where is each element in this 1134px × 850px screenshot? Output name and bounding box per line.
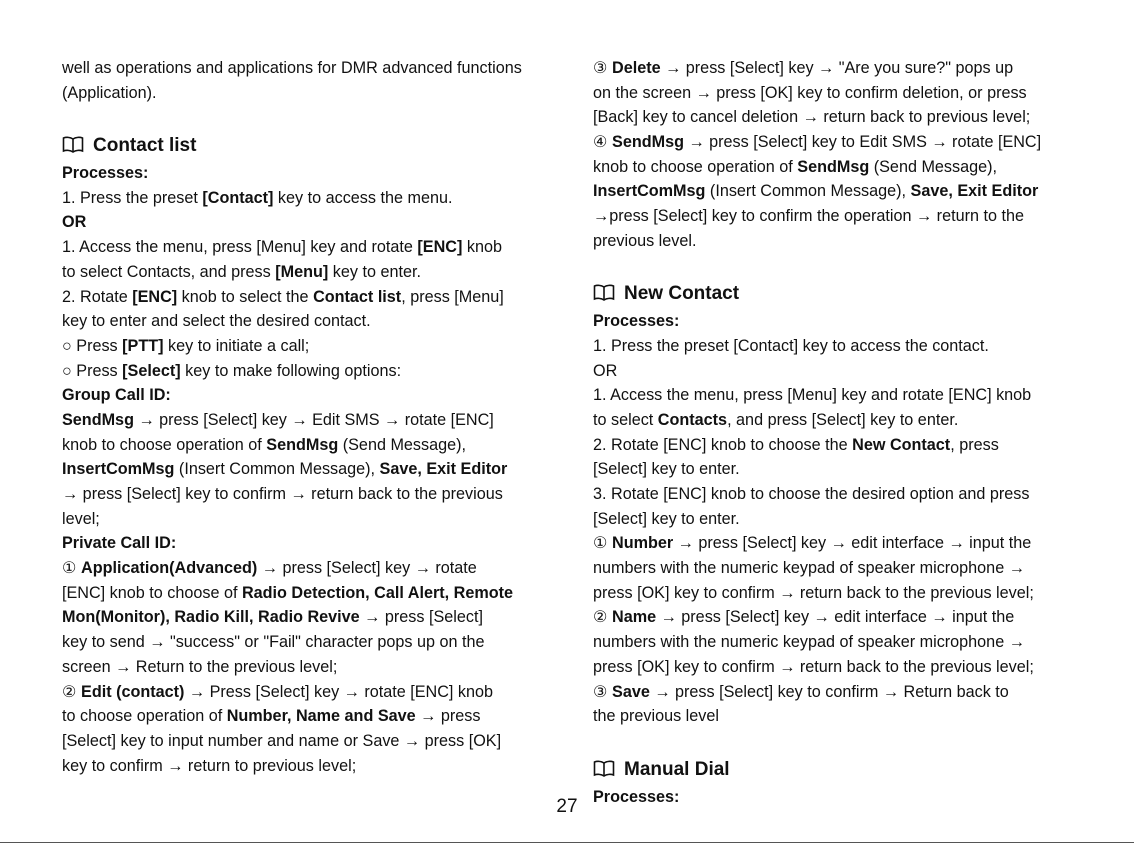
text-line — [62, 605, 544, 630]
text-run: → press [Select] key to confirm → return back to the previous — [62, 485, 503, 503]
text-run: key to make following options: — [180, 361, 402, 380]
text-line — [593, 482, 1074, 507]
text-run: ③ — [593, 59, 613, 77]
bold-text: SendMsg — [612, 133, 684, 152]
text-run: key to confirm → return to previous level; — [62, 756, 357, 775]
text-run: key to enter. — [328, 262, 421, 281]
bold-text: Application(Advanced) — [81, 559, 258, 578]
bold-text: SendMsg — [797, 157, 870, 176]
section-heading — [593, 755, 1074, 785]
bold-text: Save, Exit Editor — [379, 460, 508, 479]
text-run: ① — [593, 534, 613, 553]
bold-text: [Select] — [122, 361, 181, 380]
text-run: 1. Access the menu, press [Menu] key and rotate — [62, 238, 418, 257]
bold-text: [ENC] — [417, 238, 463, 257]
bold-text: [PTT] — [122, 336, 164, 355]
text-run: knob to choose operation of — [593, 157, 798, 176]
bold-text: Name — [612, 608, 657, 627]
bold-text: InsertComMsg — [593, 182, 706, 201]
text-run: key to send → "success" or "Fail" character pops up on the — [62, 633, 485, 652]
text-run: ○ Press — [62, 361, 123, 380]
bold-text: Number — [612, 534, 674, 553]
text-run: level; — [62, 509, 100, 528]
text-run: → press — [415, 707, 481, 726]
text-run: ① — [62, 559, 82, 578]
text-run: knob to select the — [177, 287, 314, 306]
text-run: ○ Press — [62, 336, 123, 355]
text-line — [593, 359, 1074, 384]
text-line — [62, 56, 544, 81]
text-line — [593, 457, 1074, 482]
text-line — [62, 260, 544, 285]
text-run: → press [Select] key → rotate — [257, 559, 477, 578]
bold-text: Private Call ID: — [62, 534, 177, 553]
text-run: [Select] key to input number and name or Save → press [OK] — [62, 731, 502, 750]
text-run: 1. Press the preset — [62, 188, 203, 207]
text-line — [593, 155, 1074, 180]
page-number: 27 — [556, 796, 578, 817]
text-run: [Back] key to cancel deletion → return back to previous level; — [593, 108, 1031, 127]
text-line — [593, 179, 1074, 204]
paragraph-gap — [62, 105, 544, 130]
bold-text: SendMsg — [62, 410, 134, 429]
bold-text: Save, Exit Editor — [910, 182, 1039, 201]
text-line — [593, 605, 1074, 630]
bold-text: [Menu] — [275, 262, 329, 281]
section-heading-text: Manual Dial — [624, 758, 730, 780]
text-line — [62, 186, 544, 211]
bold-text: Processes: — [593, 312, 680, 331]
text-run: → press [Select] key → Edit SMS → rotate [ENC] — [133, 410, 494, 429]
bold-text: New Contact — [852, 435, 951, 454]
bold-text: Number, Name and Save — [226, 707, 416, 726]
text-run: [Select] key to enter. — [593, 460, 740, 479]
text-line — [593, 507, 1074, 532]
text-run: [ENC] knob to choose of — [62, 583, 242, 602]
text-run: press [OK] key to confirm → return back to the previous level; — [593, 657, 1034, 676]
text-run: , and press [Select] key to enter. — [727, 410, 959, 429]
bold-text: Processes: — [62, 164, 149, 183]
text-run: knob to choose operation of — [62, 435, 267, 454]
text-run: to choose operation of — [62, 707, 227, 726]
text-line — [593, 309, 1074, 334]
text-run: → press [Select] — [359, 608, 483, 627]
text-line — [62, 383, 544, 408]
text-line — [62, 556, 544, 581]
bold-text: Radio Detection, Call Alert, Remote — [241, 583, 514, 602]
bold-text: Delete — [612, 59, 661, 77]
bold-text: Save — [612, 682, 650, 701]
bottom-rule — [0, 842, 1134, 843]
text-line — [62, 210, 544, 235]
bold-text: Contacts — [657, 410, 728, 429]
book-icon — [62, 134, 84, 164]
text-line — [62, 729, 544, 754]
text-run: → press [Select] key → "Are you sure?" pops up — [660, 59, 1014, 77]
text-run: numbers with the numeric keypad of speaker microphone → — [593, 633, 1025, 652]
text-run: → press [Select] key to Edit SMS → rotate [ENC] — [683, 133, 1042, 152]
section-heading — [593, 279, 1074, 309]
text-run: OR — [593, 361, 618, 380]
text-run: 1. Press the preset [Contact] key to access the contact. — [593, 336, 989, 355]
bold-text: [ENC] — [132, 287, 178, 306]
text-run: 3. Rotate [ENC] knob to choose the desired option and press — [593, 485, 1030, 503]
bold-text: Processes: — [593, 787, 680, 806]
text-run: →press [Select] key to confirm the operation → return to the — [593, 207, 1024, 226]
text-run: (Insert Common Message), — [705, 182, 911, 201]
text-run: (Send Message), — [869, 157, 998, 176]
text-run: (Insert Common Message), — [174, 460, 380, 479]
text-run: → press [Select] key → edit interface → input the — [656, 608, 1015, 627]
text-run: the previous level — [593, 707, 719, 726]
text-run: ④ — [593, 133, 613, 152]
text-run: numbers with the numeric keypad of speaker microphone → — [593, 559, 1025, 578]
text-run: ③ — [593, 682, 613, 701]
right-column — [593, 56, 1074, 809]
text-run: to select — [593, 410, 658, 429]
text-line — [62, 581, 544, 606]
text-run: , press — [950, 435, 999, 454]
bold-text: Edit (contact) — [81, 682, 185, 701]
text-line — [62, 482, 544, 507]
text-line — [593, 105, 1074, 130]
text-line — [593, 704, 1074, 729]
text-run: screen → Return to the previous level; — [62, 657, 338, 676]
text-run: ② — [593, 608, 613, 627]
text-line — [62, 408, 544, 433]
text-line — [593, 204, 1074, 229]
text-line — [593, 383, 1074, 408]
bold-text: InsertComMsg — [62, 460, 175, 479]
text-line — [62, 81, 544, 106]
bold-text: Mon(Monitor), Radio Kill, Radio Revive — [62, 608, 360, 627]
text-run: well as operations and applications for DMR advanced functions — [62, 59, 522, 77]
bold-text: Contact list — [313, 287, 402, 306]
text-line — [593, 130, 1074, 155]
text-run: previous level. — [593, 231, 697, 250]
text-line — [593, 334, 1074, 359]
text-line — [62, 433, 544, 458]
text-run: key to enter and select the desired contact. — [62, 312, 371, 331]
text-line — [593, 56, 1074, 81]
text-run: key to access the menu. — [273, 188, 453, 207]
text-run: 2. Rotate — [62, 287, 133, 306]
text-line — [593, 655, 1074, 680]
text-run: (Application). — [62, 83, 157, 102]
bold-text: OR — [62, 213, 87, 232]
text-line — [62, 457, 544, 482]
text-line — [593, 531, 1074, 556]
paragraph-gap — [593, 254, 1074, 279]
book-icon — [593, 282, 615, 312]
text-run: , press [Menu] — [401, 287, 504, 306]
text-line — [593, 680, 1074, 705]
bold-text: SendMsg — [266, 435, 339, 454]
text-line — [62, 235, 544, 260]
bold-text: [Contact] — [202, 188, 274, 207]
text-line — [593, 81, 1074, 106]
text-line — [62, 359, 544, 384]
text-line — [62, 285, 544, 310]
text-run: (Send Message), — [338, 435, 467, 454]
text-run: 1. Access the menu, press [Menu] key and rotate [ENC] knob — [593, 386, 1032, 405]
text-line — [62, 704, 544, 729]
text-run: → press [Select] key to confirm → Return back to — [649, 682, 1009, 701]
text-line — [593, 433, 1074, 458]
text-run: to select Contacts, and press — [62, 262, 276, 281]
text-run: 2. Rotate [ENC] knob to choose the — [593, 435, 853, 454]
text-line — [62, 754, 544, 779]
paragraph-gap — [593, 729, 1074, 754]
text-line — [62, 507, 544, 532]
text-line — [593, 581, 1074, 606]
section-heading-text: Contact list — [93, 135, 197, 157]
text-line — [62, 630, 544, 655]
left-column — [62, 56, 544, 778]
text-line — [62, 655, 544, 680]
text-run: [Select] key to enter. — [593, 509, 740, 528]
text-run: press [OK] key to confirm → return back to the previous level; — [593, 583, 1034, 602]
text-line — [593, 229, 1074, 254]
bold-text: Group Call ID: — [62, 386, 171, 405]
book-icon — [593, 758, 615, 788]
text-run: ② — [62, 682, 82, 701]
text-line — [62, 309, 544, 334]
text-run: → press [Select] key → edit interface → input the — [673, 534, 1032, 553]
text-line — [593, 630, 1074, 655]
text-line — [62, 531, 544, 556]
text-run: key to initiate a call; — [163, 336, 310, 355]
section-heading — [62, 131, 544, 161]
section-heading-text: New Contact — [624, 283, 740, 305]
text-line — [62, 161, 544, 186]
text-run: on the screen → press [OK] key to confirm deletion, or press — [593, 83, 1027, 102]
text-line — [62, 680, 544, 705]
text-line — [593, 556, 1074, 581]
text-line — [593, 408, 1074, 433]
text-run: knob — [462, 238, 502, 257]
text-line — [62, 334, 544, 359]
text-run: → Press [Select] key → rotate [ENC] knob — [184, 682, 494, 701]
